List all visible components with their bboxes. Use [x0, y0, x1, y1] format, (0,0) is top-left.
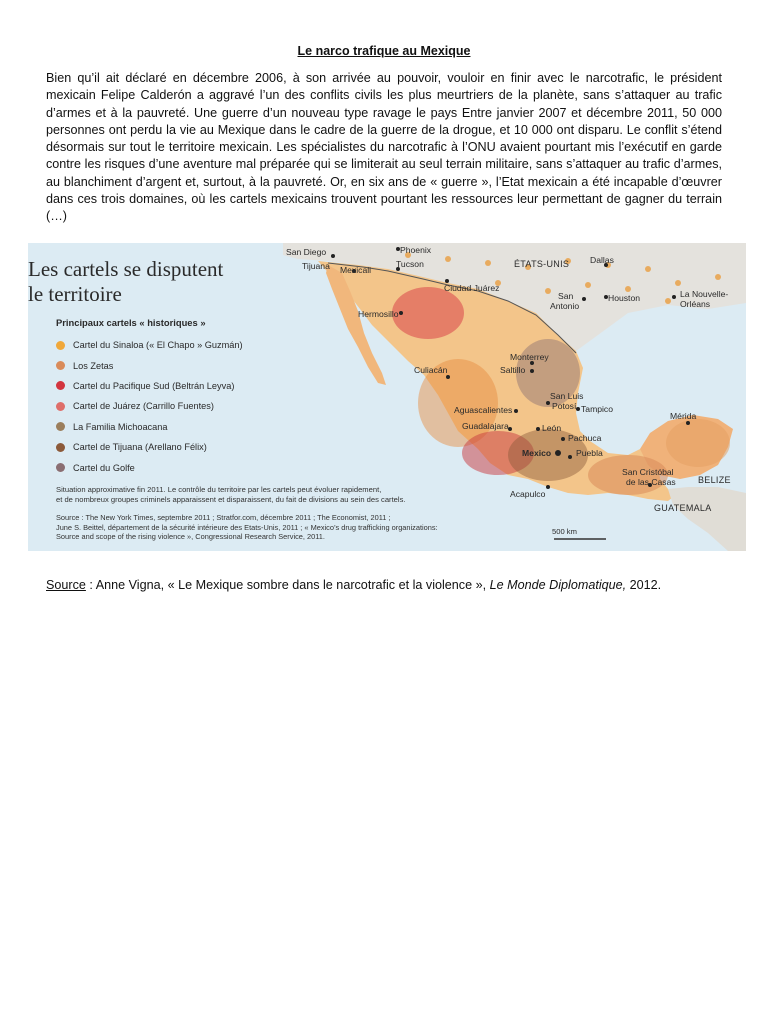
legend-swatch — [56, 381, 65, 390]
label-phoenix: Phoenix — [400, 245, 432, 255]
legend — [56, 335, 243, 478]
legend-swatch — [56, 402, 65, 411]
label-nouvelle-orleans-1: La Nouvelle- — [680, 289, 729, 299]
source-text: : Anne Vigna, « Le Mexique sombre dans le narcotrafic et la violence », — [85, 578, 490, 592]
legend-label: Cartel du Golfe — [73, 462, 135, 473]
map-source-note — [56, 513, 516, 542]
label-ciudad-juarez: Ciudad Juárez — [444, 283, 500, 293]
label-guatemala: GUATEMALA — [654, 503, 712, 513]
label-aguascalientes: Aguascalientes — [454, 405, 513, 415]
map-title — [28, 257, 318, 307]
label-monterrey: Monterrey — [510, 352, 549, 362]
label-san-diego: San Diego — [286, 247, 327, 257]
source-publication: Le Monde Diplomatique, — [489, 578, 627, 592]
label-nouvelle-orleans-2: Orléans — [680, 299, 711, 309]
label-san-antonio-2: Antonio — [550, 301, 580, 311]
legend-swatch — [56, 463, 65, 472]
legend-item-zetas — [56, 355, 243, 375]
label-merida: Mérida — [670, 411, 697, 421]
map-source-line2: June S. Beittel, département de la sécurité intérieure des Etats-Unis, 2011 ; « Mexico’s drug trafficking organizations: — [56, 522, 438, 532]
legend-item-familia — [56, 417, 243, 437]
zone-zetas-yucatan — [666, 419, 730, 467]
source-label: Source — [46, 578, 86, 592]
label-hermosillo: Hermosillo — [358, 309, 399, 319]
map-note — [56, 485, 476, 505]
label-houston: Houston — [608, 293, 641, 303]
legend-label: Cartel de Juárez (Carrillo Fuentes) — [73, 401, 214, 412]
label-tijuana: Tijuana — [302, 261, 330, 271]
legend-heading: Principaux cartels « historiques » — [56, 317, 206, 328]
label-san-cristobal-1: San Cristóbal — [622, 467, 674, 477]
label-san-luis-1: San Luis — [550, 391, 584, 401]
label-pachuca: Pachuca — [568, 433, 602, 443]
label-tampico: Tampico — [581, 404, 613, 414]
legend-swatch — [56, 361, 65, 370]
label-belize: BELIZE — [698, 475, 731, 485]
label-puebla: Puebla — [576, 448, 603, 458]
legend-label: Cartel du Pacifique Sud (Beltrán Leyva) — [73, 380, 235, 391]
legend-item-golfe — [56, 457, 243, 477]
intro-paragraph: Bien qu’il ait déclaré en décembre 2006, à son arrivée au pouvoir, vouloir en finir avec le narcotrafic, le président mexicain Felipe Calderón a aggravé l’un des conflits civils les plus meurtriers de la planète, sans s’attaquer au trafic d’armes et à la pauvreté. Une guerre d’un nouveau type ravage le pays Entre janvier 2007 et décembre 2011, 50 000 personnes ont perdu la vie au Mexique dans le cadre de la guerre de la drogue, et 10 000 ont disparu. Le conflit s’étend désormais sur tout le territoire mexicain. Les spécialistes du narcotrafic à l’ONU avaient pourtant mis l’exécutif en garde contre les risques d’une aventure mal préparée qui se limiterait au seul terrain militaire, sans s’attaquer au trafic d’armes, au blanchiment d’argent et, surtout, à la pauvreté. Or, en six ans de « guerre », l’Etat mexicain a été incapable d’œuvrer dans ces trois domaines, où les cartels mexicains trouvent pourtant les ressources leur permettant de gagner du terrain (…) — [46, 71, 722, 224]
legend-swatch — [56, 422, 65, 431]
legend-item-sinaloa — [56, 335, 243, 355]
legend-label: Los Zetas — [73, 360, 114, 371]
document-title: Le narco trafique au Mexique — [297, 44, 471, 58]
label-etats-unis: ÉTATS-UNIS — [514, 259, 570, 269]
label-mexicali: Mexicali — [340, 265, 372, 275]
legend-swatch — [56, 443, 65, 452]
map-title-line1: Les cartels se disputent — [28, 257, 224, 281]
source-year: 2012. — [626, 578, 662, 592]
label-acapulco: Acapulco — [510, 489, 546, 499]
label-culiacan: Culiacán — [414, 365, 448, 375]
label-san-cristobal-2: de las Casas — [626, 477, 676, 487]
legend-swatch — [56, 341, 65, 350]
label-dallas: Dallas — [590, 255, 614, 265]
legend-label: La Familia Michoacana — [73, 421, 168, 432]
legend-item-juarez — [56, 396, 243, 416]
legend-item-tijuana — [56, 437, 243, 457]
label-saltillo: Saltillo — [500, 365, 526, 375]
label-tucson: Tucson — [396, 259, 424, 269]
label-leon: León — [542, 423, 562, 433]
map-note-line2: et de nombreux groupes criminels apparaissent et disparaissent, du fait de divisions au sein des cartels. — [56, 495, 406, 504]
legend-label: Cartel de Tijuana (Arellano Félix) — [73, 442, 207, 453]
legend-item-pacifique-sud — [56, 376, 243, 396]
legend-label: Cartel du Sinaloa (« El Chapo » Guzmán) — [73, 340, 243, 351]
label-guadalajara: Guadalajara — [462, 421, 509, 431]
label-san-antonio-1: San — [558, 291, 574, 301]
map-note-line1: Situation approximative fin 2011. Le contrôle du territoire par les cartels peut évoluer rapidement, — [56, 485, 382, 494]
map-source-line3: Source and scope of the rising violence », Congressional Research Service, 2011. — [56, 532, 325, 542]
map-source-line1: Source : The New York Times, septembre 2011 ; Stratfor.com, décembre 2011 ; The Economist, 2011 ; — [56, 513, 391, 522]
source-citation — [46, 578, 661, 592]
label-mexico: Mexico — [522, 448, 552, 458]
scale-label: 500 km — [552, 527, 577, 536]
cartel-map-figure — [28, 243, 746, 551]
label-san-luis-2: Potosí — [552, 401, 577, 411]
map-title-line2: le territoire — [28, 282, 122, 306]
